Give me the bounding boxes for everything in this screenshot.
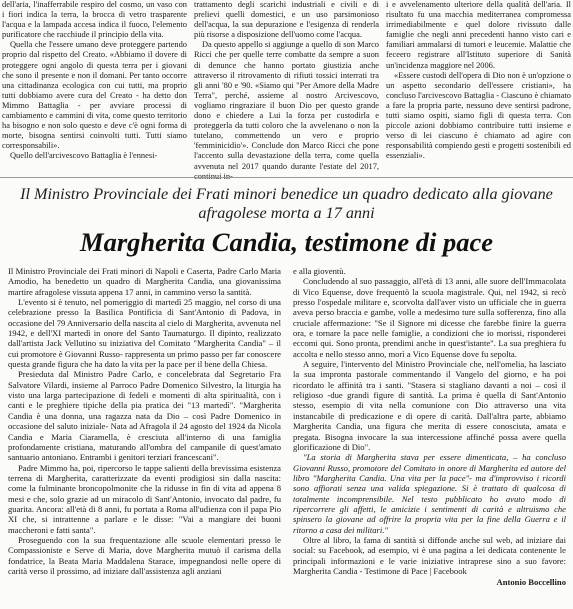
paragraph: Proseguendo con la sua frequentazione alle scuole elementari presso le Compassioniste e Serve di Maria, dove Margherita mutuò il carisma della fondatrice, la Beata Maria Maddalena Starace, impegnandosi nelle opere di carità verso il prossimo, ad iniziare dall'assistenza agli anziani	[8, 534, 281, 576]
article-column-2	[293, 266, 566, 609]
section-divider	[0, 177, 573, 178]
article-column-1	[8, 266, 281, 609]
paragraph: Il Ministro Provinciale dei Frati minori di Napoli e Caserta, Padre Carlo Maria Amodio, ha benedetto un quadro di Margherita Candia, una giovanissima martire afragolese vissuta appena 17 anni, in cammino verso la santità.	[8, 266, 281, 297]
paragraph: Padre Mimmo ha, poi, ripercorso le tappe salienti della brevissima esistenza terrena di Margherita, caratterizzate da eventi prodigiosi sin dalla nascita: come la fulminante broncopolmonite che la ridusse in fin di vita ad appena 8 mesi e che, solo grazie ad un miracolo di Sant'Antonio, invocato dal padre, fu guarita. Ancora: all'età di 8 anni, fu portata a Roma all'udienza con il papa Pio XI che, si intrattenne a parlare e le disse: "Vai a mangiare dei buoni maccheroni e fatti santa".	[8, 462, 281, 535]
paragraph: A seguire, l'intervento del Ministro Provinciale che, nell'omelia, ha lasciato la sua impronta pastorale commentando il Vangelo del giorno, e ha poi ricordato le affinità tra i santi. "Stasera si stagliano davanti a noi – così il religioso -due grandi figure di santità. La prima è quella di Sant'Antonio stesso, esempio di vita nella comunione con Dio attraverso una vita instancabile di predicazione e di opere di carità. Dall'altra parte, abbiamo Margherita Candia, una figura che merita di essere conosciuta, amata e pregata. Bisogna invocare la sua intercessione affinché possa avere quella glorificazione di Dio".	[293, 359, 566, 452]
previous-article-column-2	[194, 0, 379, 181]
headline-title: Margherita Candia, testimone di pace	[80, 227, 493, 257]
paragraph: L'evento si è tenuto, nel pomeriggio di martedì 25 maggio, nel corso di una celebrazione presso la Basilica Pontificia di Sant'Antonio di Padova, in occasione del 79 Anniversario della nascita al cielo di Margherita, avvenuta nel 1942, e dell'XI martedì in onore del Santo Taumaturgo. Il dipinto, realizzato dall'artista Jack Vellutino su iniziativa del Comitato "Margherita Candia" – il cui promotore è Giovanni Russo- rappresenta un primo passo per far conoscere questa grande figura che ha dato la vita per la pace per il bene della Chiesa.	[8, 297, 281, 370]
paragraph: Quella che l'essere umano deve proteggere partendo proprio dal rispetto del Creato. «Abbiamo il dovere di proteggere ogni angolo di questa terra per i giovani che sono il presente e non il domani. Per tanto occorre una cittadinanza ecologica con cui tutti, ma proprio tutti dobbiamo avere cura del Creato - ha detto don Mimmo Battaglia - per avviare processi di cambiamento e cammini di vita, come questo territorio ha bisogno e non solo questo e deve c'è ogni forma di morte, bisogna sentirsi coinvolti tutti. Tutti siamo corresponsabili».	[2, 40, 187, 151]
paragraph: «Essere custodi dell'opera di Dio non è un'opzione o un aspetto secondario dell'essere cristiani», ha concluso l'arcivescovo Battaglia - Ciascuno è chiamato a fare la propria parte, nessuno deve sentirsi padrone, tutti siamo ospiti, siamo figli di questa terra. Con piccole azioni dobbiamo contribuire tutti insieme e verso di lei ciascuno è chiamato ad agire con responsabilità compiendo gesti e progetti sostenibili ed essenziali».	[386, 70, 571, 161]
author-byline: Antonio Boccellino	[496, 577, 566, 588]
article-body	[8, 266, 566, 609]
paragraph: Quello dell'arcivescovo Battaglia è l'ennesi-	[10, 151, 158, 161]
paragraph: Presieduta dal Ministro Padre Carlo, e concelebrata dal Segretario Fra Salvatore Vilardi, insieme al Parroco Padre Domenico Silvestro, la liturgia ha visto una larga partecipazione di fedeli e momenti di alta spiritualità, con i canti e le preghiere tipiche della pia pratica dei "13 martedì". "Margherita Candia è una donna, una ragazza nata da Dio – così Padre Domenico in occasione del saluto iniziale- Nata ad Afragola il 24 agosto del 1924 da Nicola Candia e Maria Ciaramella, è cresciuta all'interno di una famiglia profondamente cristiana, maturando all'ombra del campanile di quest'amato santuario antoniano. Entrambi i genitori terziari francescani".	[8, 369, 281, 463]
paragraph: i e avvelenamento ulteriore della qualità dell'aria. Il risultato fu una macchia mediterranea compromessa irrimediabilmente e quel dolore rivissuto dalle famiglie che negli anni precedenti hanno visto cari e familiari ammalarsi di tumori e leucemie. Malattie che feceero registrare all'Istituto superiore di Sanità un'incidenza maggiore nel 2006.	[386, 0, 571, 70]
paragraph: Concludendo al suo passaggio, all'età di 13 anni, alle suore dell'Immacolata di Vico Equense, dove frequentò la scuola magistrale. Qui, nel 1942, si recò presso l'ospedale militare e, scorvolta dall'aver visto un ufficiale che in guerra aveva perso braccia e gambe, volle a medesimo ture sulla sofferenza, fino alla cruciale affermazione: "Se il Signore mi dicesse che farebbe finire la guerra ora, e tornare la pace nelle famiglie, a condizioni che io morissi, risponderei eccomi qui. Sono pronta, prendimi anche in quest'istante". La sua preghiera fu accolta e nello stesso anno, morì a Vico Equense dove fu sepolta.	[293, 276, 566, 359]
previous-article-column-1	[2, 0, 187, 176]
paragraph: Da questo appello si aggiunge a quello di son Marco Ricci che per quelle terre combatte da sempre a suon di denunce che hanno portato giustizia anche attraverso il ritrovamento di rifiuti tossici interrati tra gli anni '80 e '90. «Siamo qui "Per Amore della Madre Terra", perché, assieme al nostro Arcivescovo, vogliamo ringraziare il buon Dio per questo grande dono e chiedere a Lui la forza per custodirla e proteggerla da tutti coloro che la avvelenano o non la tutelano, commettendo un vero e proprio 'femminicidio'». Conclude don Marco Ricci che pone l'accento sulla devastazione della terra, come quella avvenuta nel 2017 quando durante l'estate del 2017, continui in-	[194, 40, 379, 181]
paragraph: Oltre al libro, la fama di santità si diffonde anche sul web, ad iniziare dai social: su Facebook, ad esempio, vi è una pagina a lei dedicata contenente le principali informazioni e le varie iniziative intraprese sino a suo favore: Margherita Candia - Testimone di Pace | Facebook	[293, 534, 566, 576]
article-headline	[0, 185, 573, 257]
headline-kicker: Il Ministro Provinciale dei Frati minori benedice un quadro dedicato alla giovane afragolese morta a 17 anni	[20, 185, 553, 222]
paragraph: "La storia di Margherita stava per essere dimenticata, – ha concluso Giovanni Russo, promotore del Comitato in onore di Margherita ed autore del libro "Margherita Candia. Una vita per la pace"- ma d'improvviso i ricordi sono affiorati senza una valida spiegazione. Si è trattato di qualcosa di totalmente incomprensibile. Nel testo pubblicato ho avuto modo di ripercorrere gli affetti, le amicizie i sentimenti di carità e altruismo che spinsero la giovane ad offrire la propria vita per la fine della Guerra e il ritorno a casa dei militari."	[293, 452, 566, 535]
previous-article-column-3	[386, 0, 571, 176]
paragraph: trattamento degli scarichi industriali e civili e di prelievi quelli domestici, e un uso parsimonioso dell'acqua, la sua depurazione e l'esigenza di renderla più risorse a disposizione dell'uomo come l'acqua.	[194, 0, 379, 40]
paragraph: dell'aria, l'inafferrabile respiro del cosmo, un vaso con i fiori indica la terra, la brocca di vetro trasparente l'acqua e la lampada accesa indica il fuoco, l'elemento purificatore che racchiude il principio della vita.	[2, 0, 187, 40]
previous-article-columns	[0, 0, 573, 181]
paragraph: e alla gioventù.	[293, 266, 346, 276]
